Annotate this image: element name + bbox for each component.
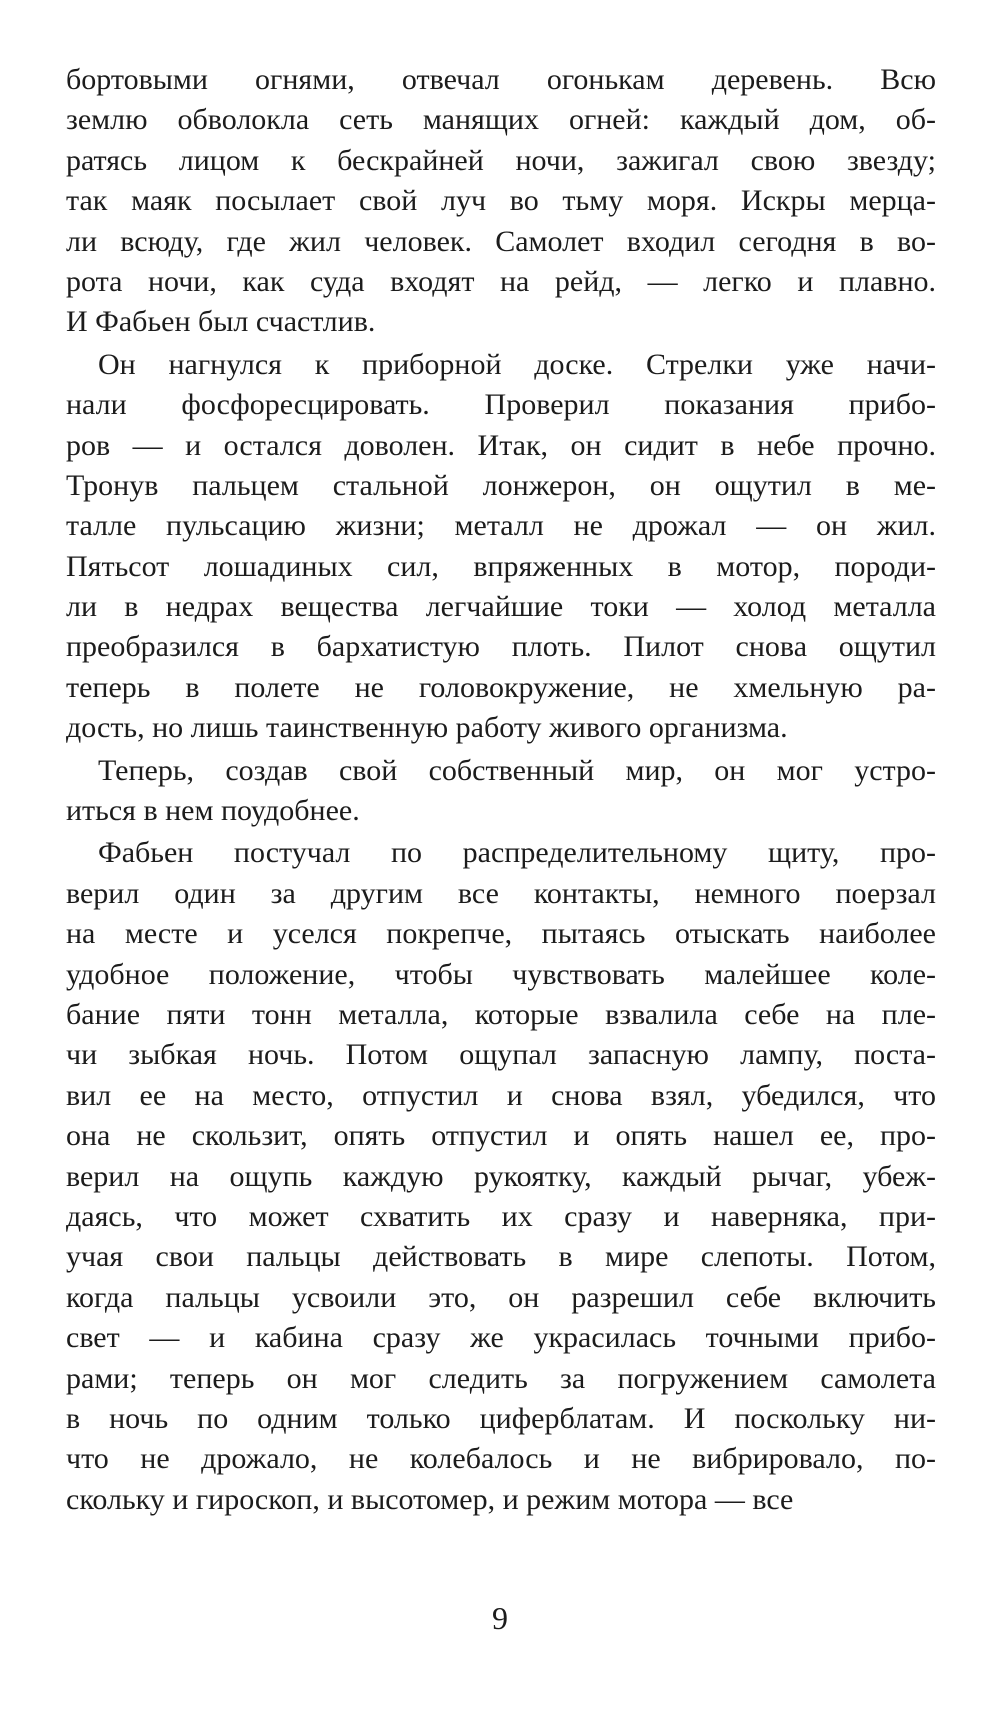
text-line: рами; теперь он мог следить за погружением самолета	[66, 1361, 936, 1395]
text-line: скольку и гироскоп, и высотомер, и режим мотора — все	[66, 1482, 794, 1516]
text-line: бание пяти тонн металла, которые взвалила себе на пле-	[66, 997, 936, 1031]
paragraph	[66, 833, 936, 1520]
text-line: когда пальцы усвоили это, он разрешил себе включить	[66, 1280, 936, 1314]
paragraph	[66, 60, 936, 343]
text-line: ратясь лицом к бескрайней ночи, зажигал свою звезду;	[66, 143, 936, 177]
text-line: вил ее на место, отпустил и снова взял, убедился, что	[66, 1078, 936, 1112]
paragraph	[66, 751, 936, 832]
text-line: на месте и уселся покрепче, пытаясь отыскать наиболее	[66, 917, 936, 951]
text-line: дость, но лишь таинственную работу живого организма.	[66, 711, 788, 745]
text-line: теперь в полете не головокружение, не хмельную ра-	[66, 670, 936, 704]
text-line: ров — и остался доволен. Итак, он сидит в небе прочно.	[66, 428, 936, 462]
text-line: И Фабьен был счастлив.	[66, 305, 376, 339]
text-line: иться в нем поудобнее.	[66, 794, 360, 828]
text-line: она не скользит, опять отпустил и опять нашел ее, про-	[66, 1119, 936, 1153]
text-line: землю обволокла сеть манящих огней: каждый дом, об-	[66, 103, 936, 137]
text-column	[66, 60, 936, 1520]
text-line: Теперь, создав свой собственный мир, он мог устро-	[98, 753, 936, 787]
text-line: Фабьен постучал по распределительному щиту, про-	[98, 836, 936, 870]
text-line: учая свои пальцы действовать в мире слепоты. Потом,	[66, 1240, 936, 1274]
text-line: Тронув пальцем стальной лонжерон, он ощутил в ме-	[66, 468, 936, 502]
text-line: в ночь по одним только циферблатам. И поскольку ни-	[66, 1401, 936, 1435]
paragraph	[66, 345, 936, 749]
text-line: бортовыми огнями, отвечал огонькам деревень. Всю	[66, 63, 936, 96]
text-line: талле пульсацию жизни; металл не дрожал — он жил.	[66, 509, 936, 543]
text-line: ли в недрах вещества легчайшие токи — холод металла	[66, 590, 936, 624]
text-line: верил один за другим все контакты, немного поерзал	[66, 876, 936, 910]
text-line: что не дрожало, не колебалось и не вибрировало, по-	[66, 1442, 936, 1476]
text-line: нали фосфоресцировать. Проверил показания прибо-	[66, 388, 936, 422]
text-line: так маяк посылает свой луч во тьму моря. Искры мерца-	[66, 184, 936, 218]
page-number: 9	[492, 1600, 508, 1636]
text-line: преобразился в бархатистую плоть. Пилот снова ощутил	[66, 630, 936, 664]
text-line: рота ночи, как суда входят на рейд, — легко и плавно.	[66, 264, 936, 298]
text-line: удобное положение, чтобы чувствовать малейшее коле-	[66, 957, 936, 991]
text-line: Он нагнулся к приборной доске. Стрелки уже начи-	[98, 347, 936, 381]
text-line: чи зыбкая ночь. Потом ощупал запасную лампу, поста-	[66, 1038, 936, 1072]
text-line: ли всюду, где жил человек. Самолет входил сегодня в во-	[66, 224, 936, 258]
text-line: свет — и кабина сразу же украсилась точными прибо-	[66, 1321, 936, 1355]
text-line: Пятьсот лошадиных сил, впряженных в мотор, породи-	[66, 549, 936, 583]
text-line: верил на ощупь каждую рукоятку, каждый рычаг, убеж-	[66, 1159, 936, 1193]
text-line: даясь, что может схватить их сразу и наверняка, при-	[66, 1199, 936, 1233]
